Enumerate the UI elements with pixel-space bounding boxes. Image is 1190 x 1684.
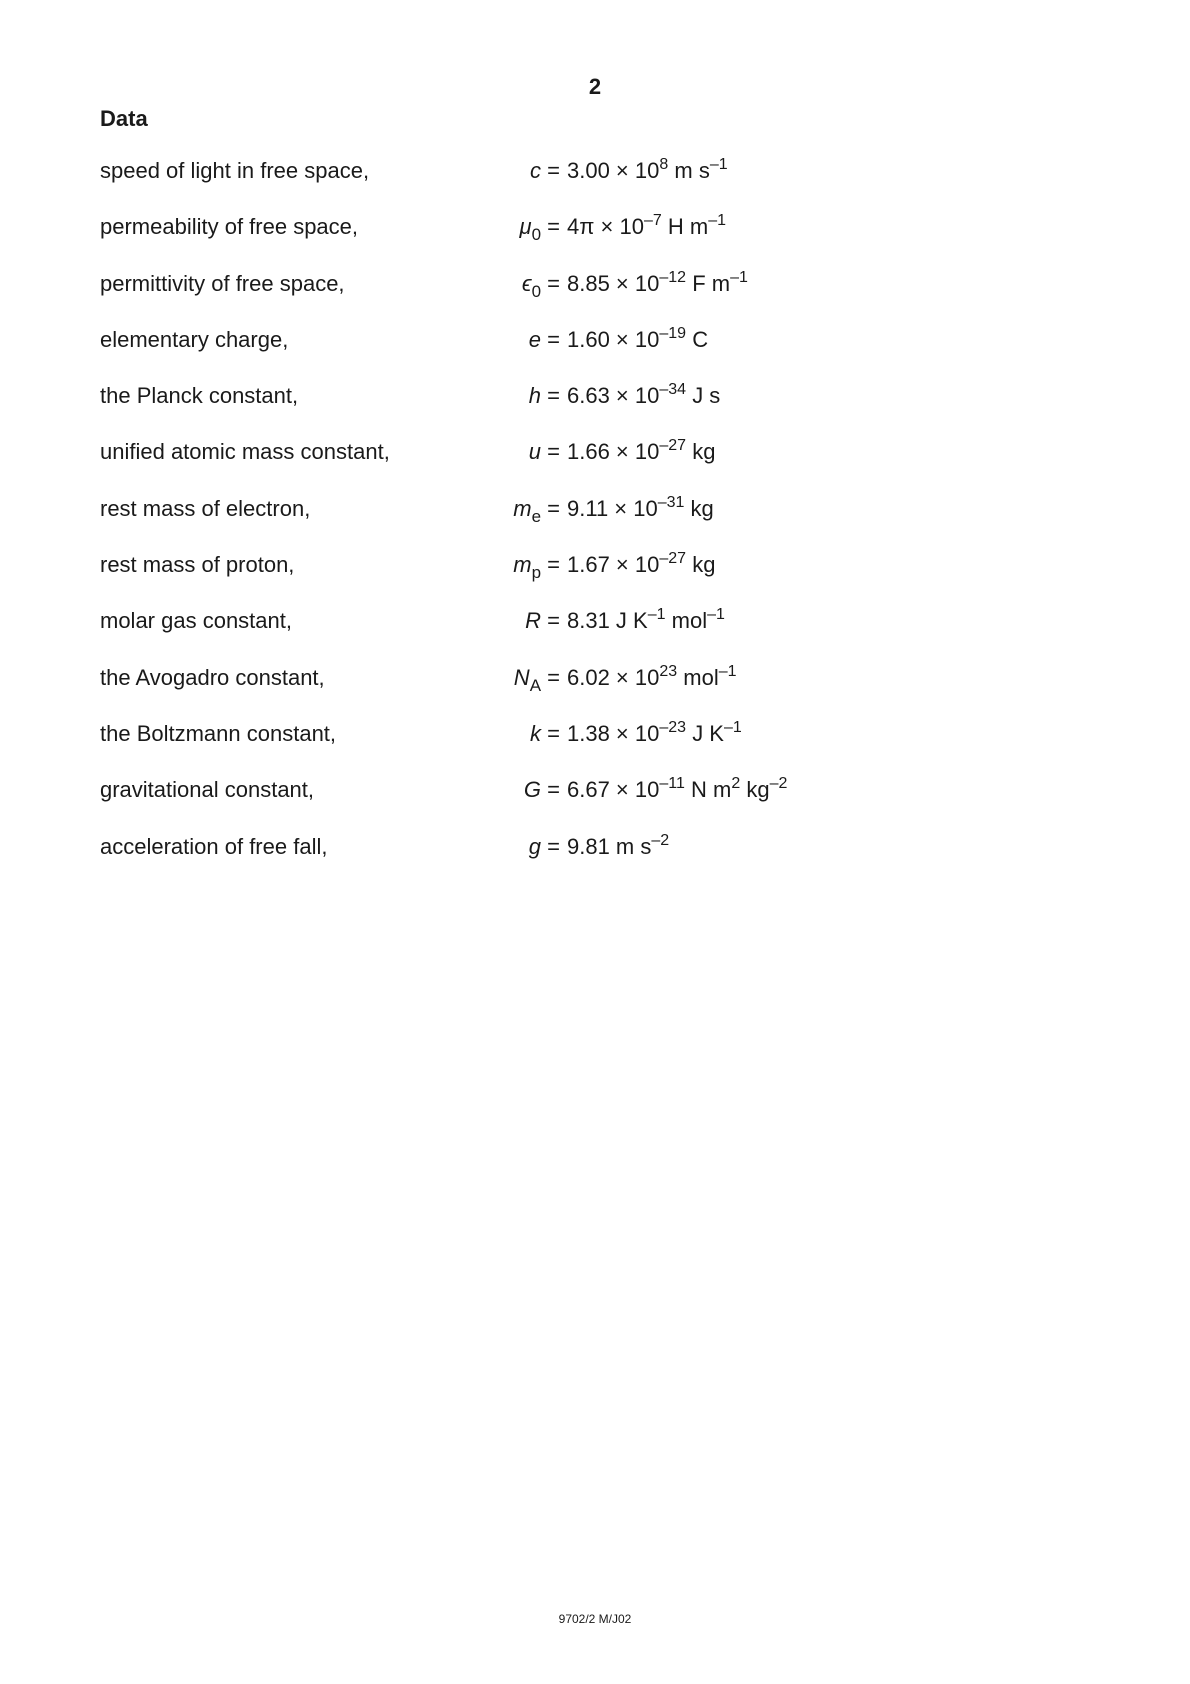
constant-symbol: $m_e$ = [513, 495, 560, 526]
data-heading: Data [100, 106, 148, 131]
constant-value: $1.38 \times 10^{-23}$ J $K^{-1}$ [567, 718, 742, 746]
constant-name: permittivity of free space, [100, 270, 345, 296]
constant-value: $8.85 \times 10^{-12}$ F $m^{-1}$ [567, 268, 748, 296]
symbol-subscript: e [531, 506, 542, 526]
page-number: 2 [588, 74, 602, 99]
constant-symbol: $N_A$ = [513, 664, 560, 695]
constant-row [100, 493, 1000, 552]
constant-name: rest mass of proton, [100, 552, 295, 578]
constant-row [100, 831, 1000, 890]
constant-value: $6.63 \times 10^{-34}$ J s [567, 381, 721, 409]
constant-symbol: G = [523, 777, 560, 803]
constant-name: molar gas constant, [100, 608, 292, 634]
constant-name: gravitational constant, [100, 777, 315, 803]
constant-symbol: h = [528, 383, 560, 409]
constant-name: speed of light in free space, [100, 158, 370, 183]
constant-value: $4\pi \times 10^{-7}$ H $m^{-1}$ [567, 212, 727, 240]
constant-value: $6.67 \times 10^{-11}$ N $m^2$ $kg^{-2}$ [567, 775, 788, 803]
constant-name: the Planck constant, [100, 383, 299, 409]
constant-value: $1.60 \times 10^{-19}$ C [567, 324, 709, 352]
constant-symbol: g = [528, 833, 560, 859]
constant-name: the Avogadro constant, [100, 664, 325, 690]
constant-value: $3.00 \times 10^8$ m $s^{-1}$ [567, 156, 728, 183]
constant-row [100, 158, 1000, 214]
constant-symbol: k = [530, 720, 560, 746]
constant-value: 8.31 J $K^{-1}$ mol$^{-1}$ [567, 606, 725, 634]
constant-symbol: c = [530, 158, 560, 183]
constant-row [100, 608, 1000, 664]
constant-row [100, 777, 1000, 833]
constant-symbol: e = [528, 326, 560, 352]
constant-value: 9.81 m $s^{-2}$ [567, 831, 670, 859]
constant-row [100, 268, 1000, 327]
constants-list [100, 158, 1000, 890]
constant-value: $1.67 \times 10^{-27}$ kg [567, 550, 716, 578]
footer-code: 9702/2 M/J02 [558, 1612, 632, 1626]
constant-symbol: $m_p$ = [513, 552, 560, 583]
constant-name: the Boltzmann constant, [100, 720, 337, 746]
constant-value: $6.02 \times 10^{23}$ mol$^{-1}$ [567, 662, 737, 690]
constant-symbol: u = [528, 439, 560, 465]
constant-name: permeability of free space, [100, 214, 359, 240]
constant-row [100, 552, 1000, 608]
symbol-subscript: p [531, 563, 542, 583]
constant-name: acceleration of free fall, [100, 833, 328, 859]
constant-symbol: $\mu_0$ = [519, 214, 560, 245]
constant-symbol: R = [525, 608, 560, 634]
constant-name: unified atomic mass constant, [100, 439, 390, 465]
symbol-subscript: 0 [531, 281, 542, 301]
symbol-subscript: A [529, 675, 542, 695]
constant-value: $1.66 \times 10^{-27}$ kg [567, 437, 716, 465]
constant-symbol: $\epsilon_0$ = [521, 270, 560, 301]
constant-value: $9.11 \times 10^{-31}$ kg [567, 493, 714, 521]
constant-name: elementary charge, [100, 326, 289, 352]
symbol-subscript: 0 [531, 225, 542, 245]
constant-row [100, 439, 1000, 495]
constant-row [100, 214, 1000, 270]
constant-row [100, 662, 1000, 721]
constant-row [100, 383, 1000, 439]
constant-name: rest mass of electron, [100, 495, 311, 521]
constant-row [100, 324, 1000, 383]
constant-row [100, 718, 1000, 777]
